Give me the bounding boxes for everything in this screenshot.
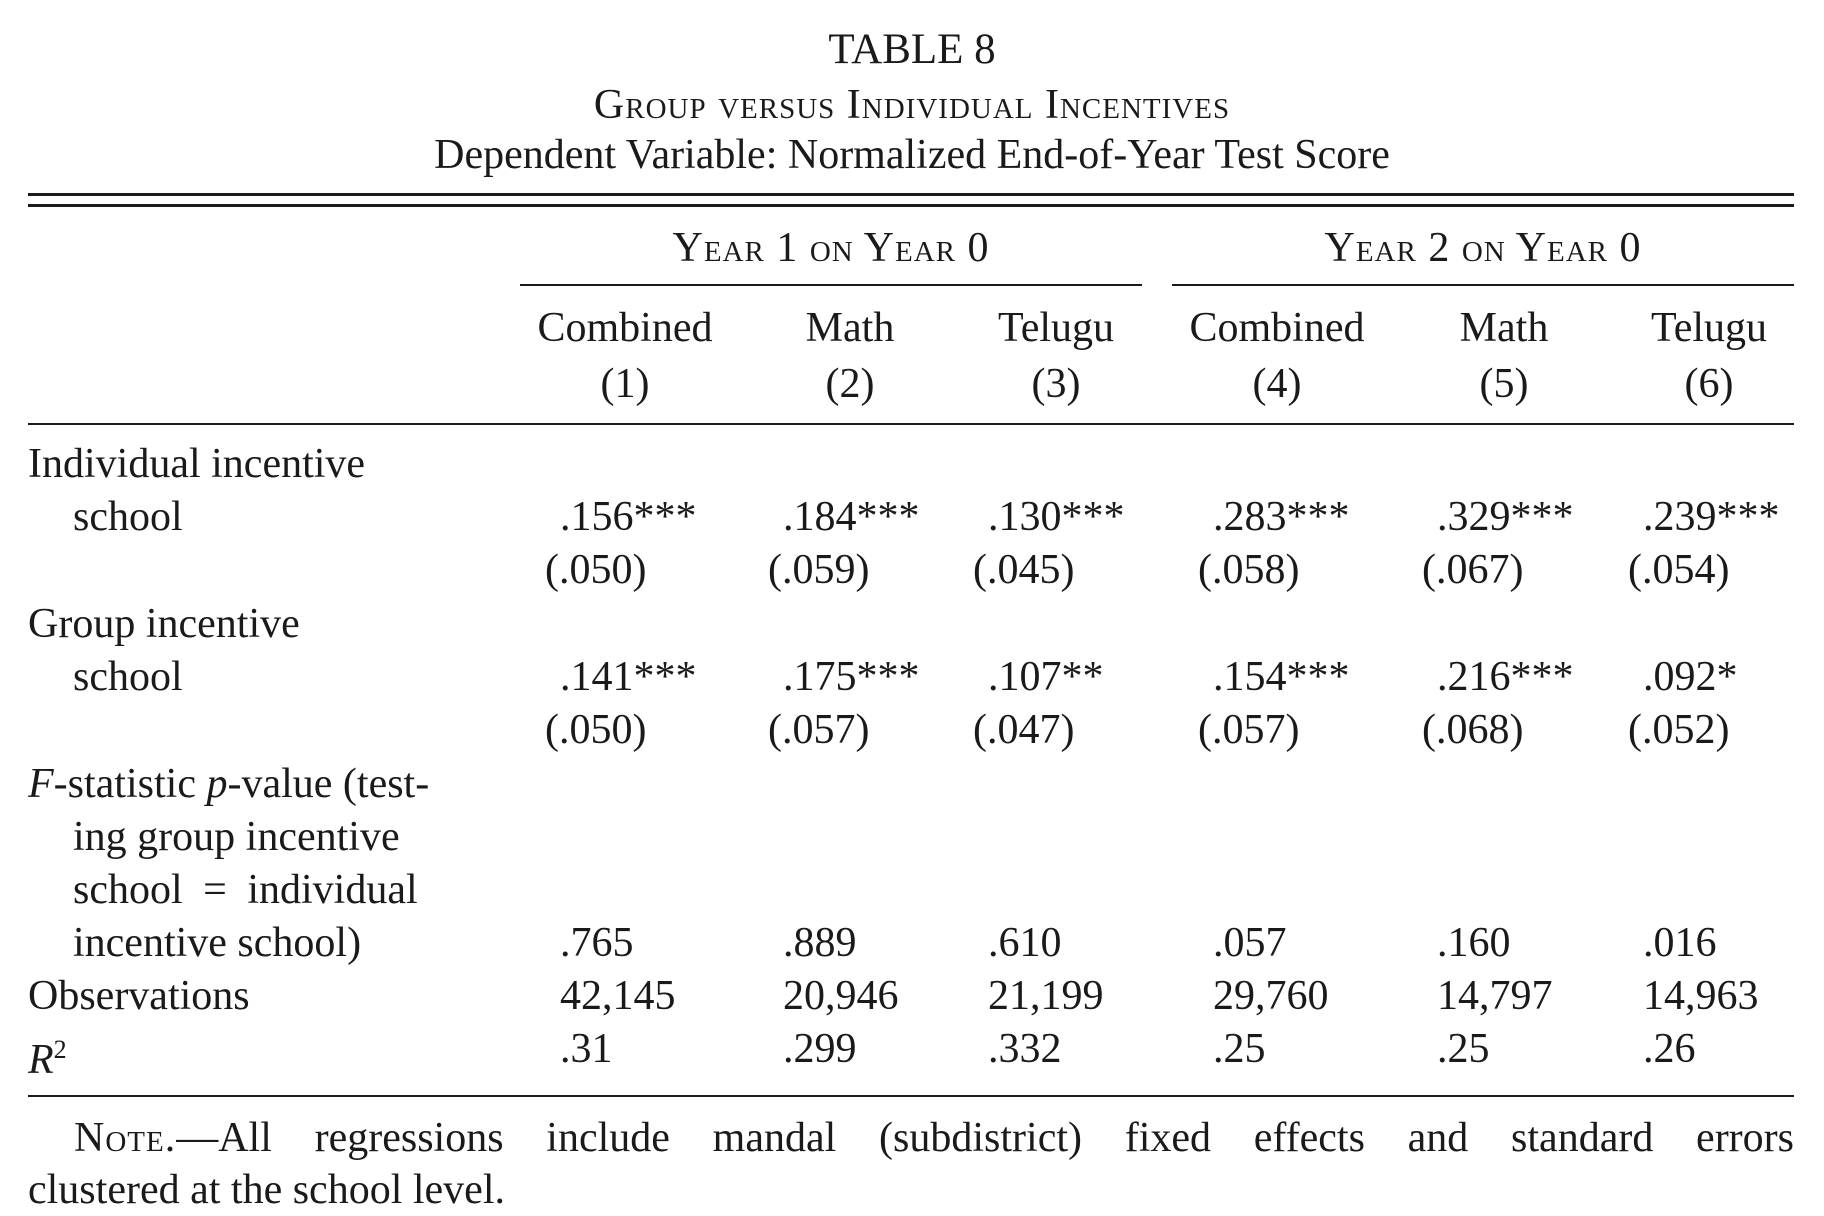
- fstat-label-rest: -value (test-: [227, 761, 430, 807]
- grp-coef-4: .154***: [1213, 654, 1350, 700]
- top-rule-1: [28, 193, 1794, 196]
- col-header-3-name: Telugu: [997, 305, 1115, 351]
- table-number: TABLE 8: [828, 26, 996, 73]
- row-label-group-2: school: [73, 654, 183, 700]
- fstat-value-6: .016: [1643, 920, 1717, 966]
- col-header-1-num: (1): [600, 361, 650, 407]
- col-header-2-name: Math: [805, 305, 895, 351]
- ind-coef-1: .156***: [560, 494, 697, 540]
- row-label-r2: [28, 1023, 67, 1087]
- grp-coef-6: .092*: [1643, 654, 1738, 700]
- row-label-individual-2: school: [73, 494, 183, 540]
- grp-coef-3: .107**: [988, 654, 1104, 700]
- r-symbol: R: [28, 1037, 54, 1083]
- fstat-value-1: .765: [560, 920, 634, 966]
- ind-coef-2: .184***: [783, 494, 920, 540]
- ind-se-6: (.054): [1628, 547, 1730, 593]
- ind-se-1: (.050): [545, 547, 647, 593]
- row-label-individual-1: Individual incentive: [28, 441, 366, 487]
- r2-superscript: 2: [53, 1035, 67, 1064]
- table-note: [28, 1112, 1794, 1216]
- f-symbol: F: [28, 761, 54, 807]
- header-rule: [28, 423, 1794, 425]
- ind-se-4: (.058): [1198, 547, 1300, 593]
- obs-value-4: 29,760: [1213, 973, 1329, 1019]
- col-header-6-num: (6): [1684, 361, 1734, 407]
- row-label-fstat-3: school = individual: [73, 867, 418, 913]
- col-header-1-name: Combined: [537, 305, 713, 351]
- ind-coef-6: .239***: [1643, 494, 1780, 540]
- note-text-1: —All regressions include mandal (subdistrict) fixed effects and standard errors: [176, 1115, 1794, 1161]
- r2-value-2: .299: [783, 1026, 857, 1072]
- row-label-fstat-4: incentive school): [73, 920, 362, 966]
- spanner-rule-year2: [1172, 284, 1794, 286]
- bottom-rule: [28, 1095, 1794, 1097]
- col-header-4-name: Combined: [1189, 305, 1365, 351]
- ind-se-2: (.059): [768, 547, 870, 593]
- row-label-observations: Observations: [28, 973, 250, 1019]
- ind-coef-4: .283***: [1213, 494, 1350, 540]
- obs-value-5: 14,797: [1437, 973, 1553, 1019]
- fstat-value-5: .160: [1437, 920, 1511, 966]
- grp-se-2: (.057): [768, 707, 870, 753]
- ind-se-3: (.045): [973, 547, 1075, 593]
- col-header-6-name: Telugu: [1650, 305, 1768, 351]
- spanner-rule-year1: [520, 284, 1142, 286]
- row-label-fstat-1: [28, 758, 429, 811]
- r2-value-4: .25: [1213, 1026, 1266, 1072]
- col-header-2-num: (2): [825, 361, 875, 407]
- group-header-year2: Year 2 on Year 0: [1324, 225, 1642, 271]
- note-line-1: [28, 1112, 1794, 1164]
- col-header-3-num: (3): [1031, 361, 1081, 407]
- row-label-group-1: Group incentive: [28, 601, 300, 647]
- group-header-year1: Year 1 on Year 0: [672, 225, 990, 271]
- col-header-5-name: Math: [1459, 305, 1549, 351]
- table-title: Group versus Individual Incentives: [593, 82, 1231, 128]
- table-subtitle: Dependent Variable: Normalized End-of-Year Test Score: [434, 132, 1390, 178]
- grp-se-6: (.052): [1628, 707, 1730, 753]
- grp-coef-2: .175***: [783, 654, 920, 700]
- note-text-2: clustered at the school level.: [28, 1167, 505, 1213]
- fstat-value-3: .610: [988, 920, 1062, 966]
- ind-coef-5: .329***: [1437, 494, 1574, 540]
- obs-value-2: 20,946: [783, 973, 899, 1019]
- grp-se-1: (.050): [545, 707, 647, 753]
- grp-se-3: (.047): [973, 707, 1075, 753]
- note-lead: Note.: [74, 1115, 177, 1161]
- col-header-4-num: (4): [1252, 361, 1302, 407]
- p-symbol: p: [206, 761, 228, 807]
- grp-coef-1: .141***: [560, 654, 697, 700]
- col-header-5-num: (5): [1479, 361, 1529, 407]
- fstat-label-mid: -statistic: [53, 761, 207, 807]
- fstat-value-2: .889: [783, 920, 857, 966]
- r2-value-1: .31: [560, 1026, 613, 1072]
- obs-value-6: 14,963: [1643, 973, 1759, 1019]
- grp-se-4: (.057): [1198, 707, 1300, 753]
- obs-value-1: 42,145: [560, 973, 676, 1019]
- ind-coef-3: .130***: [988, 494, 1125, 540]
- top-rule-2: [28, 204, 1794, 207]
- r2-value-3: .332: [988, 1026, 1062, 1072]
- fstat-value-4: .057: [1213, 920, 1287, 966]
- ind-se-5: (.067): [1422, 547, 1524, 593]
- r2-value-6: .26: [1643, 1026, 1696, 1072]
- obs-value-3: 21,199: [988, 973, 1104, 1019]
- grp-se-5: (.068): [1422, 707, 1524, 753]
- row-label-fstat-2: ing group incentive: [73, 814, 400, 860]
- grp-coef-5: .216***: [1437, 654, 1574, 700]
- r2-value-5: .25: [1437, 1026, 1490, 1072]
